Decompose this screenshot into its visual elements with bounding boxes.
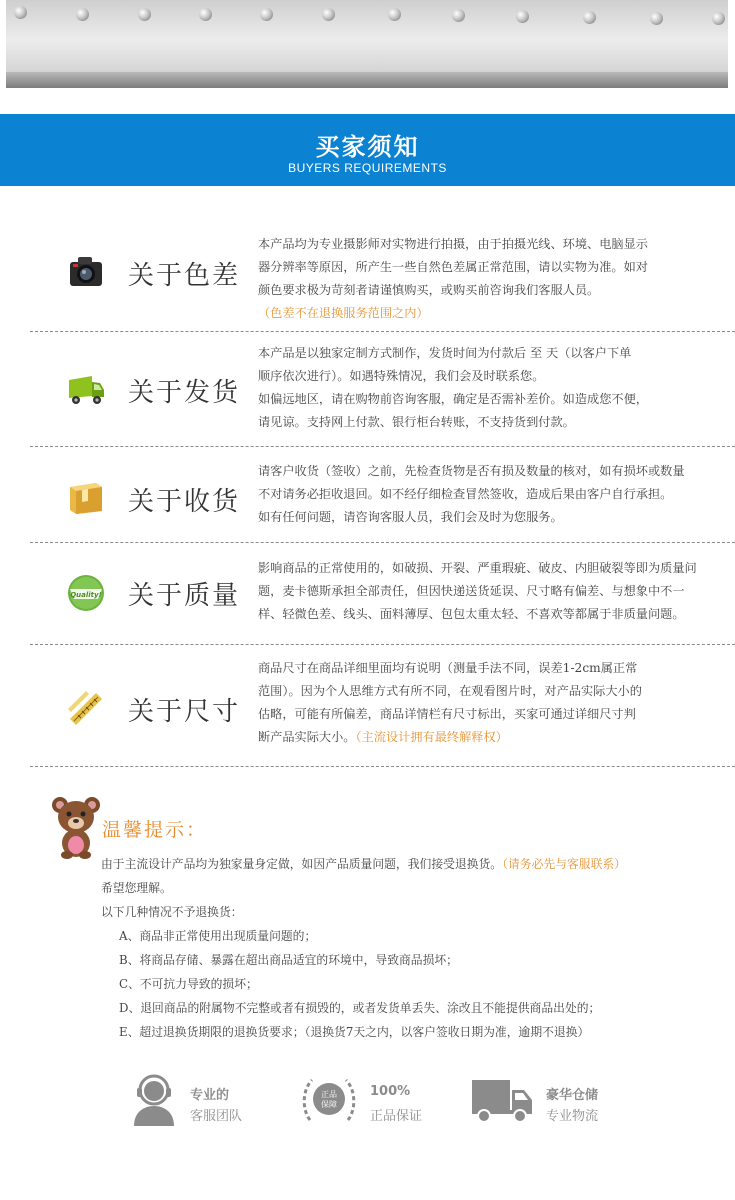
- body-line: 如有任何问题，请咨询客服人员，我们会及时为您服务。: [258, 510, 563, 524]
- badge-line2: 正品保证: [370, 1109, 423, 1124]
- footer-badge-logistics: [470, 1072, 620, 1128]
- notice-item: E、超过退换货期限的退换货要求；（退换货7天之内，以客户签收日期为准，逾期不退换）: [119, 1025, 590, 1039]
- delivery-truck-icon: [470, 1076, 534, 1124]
- badge-line2: 客服团队: [190, 1109, 243, 1124]
- bolt-icon: [583, 11, 596, 24]
- section-receiving: [30, 447, 735, 543]
- body-line: 如偏远地区，请在购物前咨询客服，确定是否需补差价。如造成您不便，: [258, 392, 648, 406]
- bolt-icon: [516, 10, 529, 23]
- body-line: 估略，可能有所偏差，商品详情栏有尺寸标出，买家可通过详细尺寸判: [258, 707, 636, 721]
- section-body: [258, 233, 718, 325]
- measuring-tape-icon: [66, 687, 106, 727]
- bear-mascot-icon: [50, 795, 102, 859]
- section-quality: [30, 543, 735, 645]
- quality-badge-icon: [66, 573, 106, 613]
- body-line: 不对请务必拒收退回。如不经仔细检查冒然签收，造成后果由客户自行承担。: [258, 487, 673, 501]
- section-note: （主流设计拥有最终解释权）: [355, 730, 508, 744]
- banner-subtitle: BUYERS REQUIREMENTS: [288, 161, 447, 175]
- body-line-text: 断产品实际大小。: [258, 730, 356, 744]
- bolt-icon: [76, 8, 89, 21]
- buyers-requirements-banner: [0, 114, 735, 186]
- notice-item: D、退回商品的附属物不完整或者有损毁的，或者发货单丢失、涂改且不能提供商品出处的；: [119, 1001, 601, 1015]
- section-body: [258, 342, 718, 434]
- body-line: 顺序依次进行）。如遇特殊情况，我们会及时联系您。: [258, 369, 545, 383]
- seal-text: 保障: [321, 1100, 337, 1109]
- badge-line1: 豪华仓储: [546, 1088, 599, 1103]
- footer-badge-genuine: [300, 1072, 450, 1128]
- notice-line: 希望您理解。: [101, 881, 172, 895]
- section-body: [258, 460, 718, 529]
- customer-service-icon: [132, 1074, 176, 1126]
- seal-text: 正品: [321, 1090, 337, 1099]
- camera-icon: [66, 251, 106, 291]
- section-shipping: [30, 332, 735, 447]
- badge-line1: 100%: [370, 1084, 411, 1099]
- body-line: 本产品是以独家定制方式制作，发货时间为付款后 至 天（以客户下单: [258, 346, 632, 360]
- metal-rail-image: [6, 72, 728, 88]
- bolt-icon: [388, 8, 401, 21]
- section-title: 关于尺寸: [128, 697, 241, 727]
- bolt-icon: [260, 8, 273, 21]
- section-body: [258, 557, 718, 626]
- section-title: 关于质量: [128, 581, 241, 611]
- section-note: （色差不在退换服务范围之内）: [258, 306, 429, 320]
- section-body: [258, 657, 718, 749]
- genuine-guarantee-seal-icon: [300, 1072, 358, 1128]
- body-line: 样、轻微色差、线头、面料薄厚、包包太重太轻、不喜欢等都属于非质量问题。: [258, 607, 685, 621]
- section-title: 关于发货: [128, 378, 241, 408]
- bolt-icon: [712, 12, 725, 25]
- notice-intro: 由于主流设计产品均为独家量身定做，如因产品质量问题，我们接受退换货。: [101, 857, 503, 871]
- section-color-difference: [30, 223, 735, 332]
- body-line: 商品尺寸在商品详细里面均有说明（测量手法不同，误差1-2cm属正常: [258, 661, 638, 675]
- bolt-icon: [452, 9, 465, 22]
- body-line: 题，麦卡德斯承担全部责任，但因快递送货延误、尺寸略有偏差、与想象中不一: [258, 584, 685, 598]
- body-line: 本产品均为专业摄影师对实物进行拍摄，由于拍摄光线、环境、电脑显示: [258, 237, 648, 251]
- package-icon: [66, 477, 106, 517]
- notice-item: C、不可抗力导致的损坏；: [119, 977, 258, 991]
- bolt-icon: [650, 12, 663, 25]
- badge-line1: 专业的: [190, 1088, 230, 1103]
- body-line: 颜色要求极为苛刻者请谨慎购买，或购买前咨询我们客服人员。: [258, 283, 600, 297]
- body-line: 请见谅。支持网上付款、银行柜台转账，不支持货到付款。: [258, 415, 575, 429]
- product-photo-strip: [0, 0, 735, 100]
- footer-badge-customer-service: [132, 1072, 272, 1128]
- notice-intro-note: （请务必先与客服联系）: [502, 857, 626, 871]
- section-title: 关于色差: [128, 261, 241, 291]
- quality-badge-text: Quality!: [70, 591, 102, 599]
- body-line: 范围）。因为个人思维方式有所不同，在观看图片时，对产品实际大小的: [258, 684, 642, 698]
- body-line: 器分辨率等原因，所产生一些自然色差属正常范围，请以实物为准。如对: [258, 260, 648, 274]
- banner-title: 买家须知: [315, 133, 420, 161]
- bolt-icon: [138, 8, 151, 21]
- body-line: [258, 726, 718, 749]
- notice-body: [101, 852, 731, 1044]
- notice-title: 温馨提示：: [102, 819, 208, 841]
- notice-item: A、商品非正常使用出现质量问题的；: [119, 929, 317, 943]
- body-line: 请客户收货（签收）之前，先检查货物是否有损及数量的核对，如有损坏或数量: [258, 464, 685, 478]
- delivery-truck-icon: [66, 368, 106, 408]
- section-title: 关于收货: [128, 487, 241, 517]
- notice-list-heading: 以下几种情况不予退换货：: [101, 905, 243, 919]
- bolt-icon: [14, 6, 27, 19]
- section-size: [30, 645, 735, 767]
- notice-item: B、将商品存储、暴露在超出商品适宜的环境中，导致商品损坏；: [119, 953, 458, 967]
- notice-line: [101, 852, 731, 876]
- body-line: 影响商品的正常使用的，如破损、开裂、严重瑕疵、破皮、内胆破裂等即为质量问: [258, 561, 697, 575]
- bolt-icon: [322, 8, 335, 21]
- bolt-icon: [199, 8, 212, 21]
- badge-line2: 专业物流: [546, 1109, 599, 1124]
